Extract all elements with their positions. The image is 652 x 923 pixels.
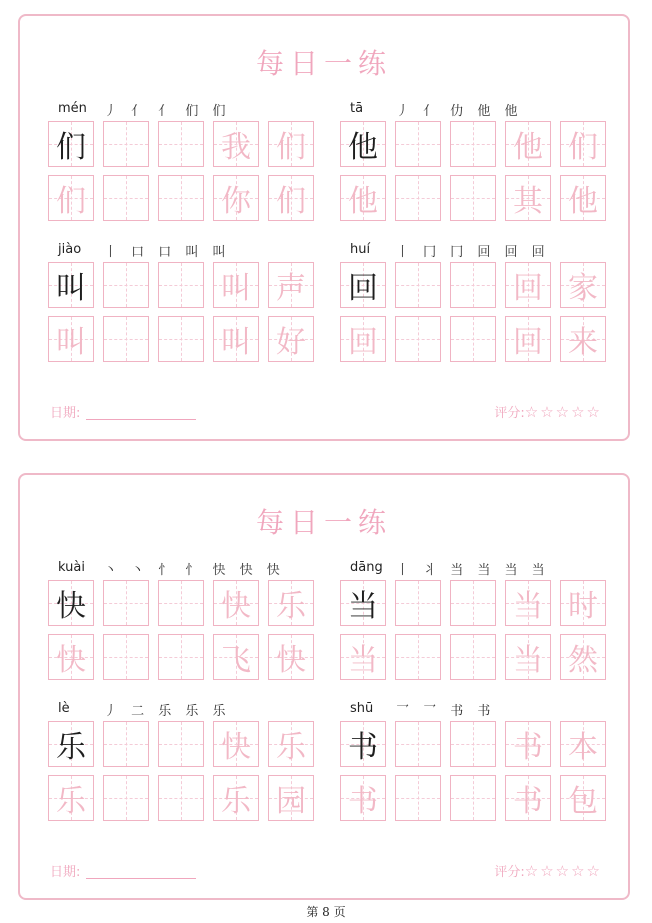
trace-character (451, 263, 495, 307)
trace-character (159, 722, 203, 766)
trace-character (104, 317, 148, 361)
tian-grid-cell[interactable] (450, 580, 496, 626)
character-entry (48, 560, 318, 680)
trace-character: 乐 (276, 730, 306, 765)
tian-grid-cell[interactable] (450, 316, 496, 362)
trace-character (396, 176, 440, 220)
tian-grid-cell[interactable] (268, 580, 314, 626)
trace-character: 他 (513, 130, 543, 165)
trace-character: 回 (348, 325, 378, 360)
tian-grid-cell[interactable] (395, 262, 441, 308)
tian-grid-cell[interactable] (560, 175, 606, 221)
trace-character (104, 122, 148, 166)
trace-character (104, 581, 148, 625)
tian-grid-cell[interactable] (450, 175, 496, 221)
score-field (494, 402, 602, 421)
tian-grid-cell[interactable] (213, 175, 259, 221)
trace-character (451, 317, 495, 361)
date-field (50, 861, 196, 880)
tian-grid-cell[interactable] (505, 262, 551, 308)
tian-grid-cell[interactable] (340, 775, 386, 821)
trace-character: 园 (276, 784, 306, 819)
trace-character (396, 263, 440, 307)
trace-character: 我 (221, 130, 251, 165)
tian-grid-cell[interactable] (340, 121, 386, 167)
model-character: 书 (348, 730, 378, 765)
trace-character: 回 (513, 325, 543, 360)
tian-grid-cell[interactable] (103, 262, 149, 308)
tian-grid-cell[interactable] (560, 580, 606, 626)
score-field (494, 861, 602, 880)
trace-character: 包 (568, 784, 598, 819)
tian-grid-cell[interactable] (48, 262, 94, 308)
date-label: 日期: (50, 406, 81, 421)
tian-grid-cell[interactable] (103, 721, 149, 767)
trace-character: 本 (568, 730, 598, 765)
trace-character: 乐 (276, 589, 306, 624)
tian-grid-cell[interactable] (340, 175, 386, 221)
tian-grid-cell[interactable] (395, 775, 441, 821)
tian-grid-cell[interactable] (450, 721, 496, 767)
tian-grid-cell[interactable] (450, 634, 496, 680)
stroke-order: 丿 亻 仂 他 他 (396, 104, 523, 119)
pinyin-label: shū (350, 701, 374, 716)
tian-grid-cell[interactable] (340, 262, 386, 308)
trace-character: 飞 (221, 643, 251, 678)
tian-grid-cell[interactable] (268, 634, 314, 680)
trace-character (451, 635, 495, 679)
trace-character (451, 122, 495, 166)
tian-grid-cell[interactable] (560, 721, 606, 767)
tian-grid-cell[interactable] (340, 634, 386, 680)
trace-character: 快 (276, 643, 306, 678)
trace-character: 他 (568, 184, 598, 219)
tian-grid-cell[interactable] (505, 634, 551, 680)
trace-character: 然 (568, 643, 598, 678)
trace-character (451, 722, 495, 766)
trace-character: 们 (568, 130, 598, 165)
pinyin-label: lè (58, 701, 70, 716)
tian-grid-cell[interactable] (505, 721, 551, 767)
star-rating-icon[interactable]: ☆☆☆☆☆ (524, 862, 602, 880)
tian-grid-cell[interactable] (158, 721, 204, 767)
tian-grid-cell[interactable] (158, 316, 204, 362)
tian-grid-cell[interactable] (103, 580, 149, 626)
pinyin-label: mén (58, 101, 87, 116)
trace-character: 当 (513, 643, 543, 678)
trace-character: 好 (276, 325, 306, 360)
date-field (50, 402, 196, 421)
tian-grid-cell[interactable] (395, 580, 441, 626)
trace-character: 家 (568, 271, 598, 306)
trace-character (159, 263, 203, 307)
tian-grid-cell[interactable] (505, 580, 551, 626)
pinyin-label: kuài (58, 560, 85, 575)
character-entry (340, 242, 610, 362)
model-character: 回 (348, 271, 378, 306)
character-entry (340, 101, 610, 221)
trace-character: 乐 (56, 784, 86, 819)
tian-grid-cell[interactable] (505, 775, 551, 821)
tian-grid-cell[interactable] (505, 175, 551, 221)
trace-character (159, 581, 203, 625)
score-label: 评分: (494, 406, 525, 421)
trace-character (104, 176, 148, 220)
date-input-line[interactable] (86, 419, 196, 420)
trace-character: 当 (348, 643, 378, 678)
trace-character (104, 722, 148, 766)
character-entry (48, 701, 318, 821)
tian-grid-cell[interactable] (103, 175, 149, 221)
tian-grid-cell[interactable] (213, 580, 259, 626)
tian-grid-cell[interactable] (560, 262, 606, 308)
trace-character: 叫 (221, 325, 251, 360)
trace-character (396, 776, 440, 820)
trace-character (396, 581, 440, 625)
trace-character: 书 (348, 784, 378, 819)
tian-grid-cell[interactable] (268, 175, 314, 221)
tian-grid-cell[interactable] (158, 775, 204, 821)
tian-grid-cell[interactable] (103, 634, 149, 680)
trace-character: 其 (513, 184, 543, 219)
tian-grid-cell[interactable] (158, 634, 204, 680)
trace-character: 们 (276, 130, 306, 165)
tian-grid-cell[interactable] (268, 316, 314, 362)
tian-grid-cell[interactable] (213, 316, 259, 362)
trace-character (104, 776, 148, 820)
stroke-order: 丶 丶 忄 忄 快 快 快 (104, 563, 285, 578)
character-entry (340, 701, 610, 821)
card-title: 每日一练 (255, 506, 392, 539)
trace-character: 们 (276, 184, 306, 219)
score-label: 评分: (494, 865, 525, 880)
tian-grid-cell[interactable] (158, 262, 204, 308)
character-entry (340, 560, 610, 680)
trace-character: 们 (56, 184, 86, 219)
trace-character (396, 122, 440, 166)
tian-grid-cell[interactable] (213, 634, 259, 680)
trace-character (396, 317, 440, 361)
tian-grid-cell[interactable] (48, 721, 94, 767)
tian-grid-cell[interactable] (505, 121, 551, 167)
trace-character: 来 (568, 325, 598, 360)
tian-grid-cell[interactable] (340, 316, 386, 362)
trace-character (104, 263, 148, 307)
stroke-order: 丿 亻 亻 们 们 (104, 104, 231, 119)
trace-character: 时 (568, 589, 598, 624)
tian-grid-cell[interactable] (560, 121, 606, 167)
tian-grid-cell[interactable] (158, 121, 204, 167)
stroke-order: 丨 口 口 叫 叫 (104, 245, 231, 260)
pinyin-label: dāng (350, 560, 383, 575)
trace-character (159, 776, 203, 820)
tian-grid-cell[interactable] (103, 316, 149, 362)
trace-character (159, 122, 203, 166)
tian-grid-cell[interactable] (395, 721, 441, 767)
tian-grid-cell[interactable] (268, 721, 314, 767)
trace-character: 你 (221, 184, 251, 219)
tian-grid-cell[interactable] (560, 316, 606, 362)
trace-character: 叫 (56, 325, 86, 360)
practice-card (18, 14, 630, 441)
stroke-order: 丨 冂 冂 回 回 回 (396, 245, 550, 260)
trace-character (396, 635, 440, 679)
model-character: 快 (56, 589, 86, 624)
tian-grid-cell[interactable] (450, 262, 496, 308)
trace-character (451, 176, 495, 220)
tian-grid-cell[interactable] (213, 775, 259, 821)
tian-grid-cell[interactable] (213, 262, 259, 308)
model-character: 当 (348, 589, 378, 624)
date-label: 日期: (50, 865, 81, 880)
pinyin-label: jiào (58, 242, 82, 257)
trace-character (159, 317, 203, 361)
stroke-order: 丿 二 乐 乐 乐 (104, 704, 231, 719)
trace-character: 快 (221, 730, 251, 765)
tian-grid-cell[interactable] (158, 175, 204, 221)
tian-grid-cell[interactable] (103, 775, 149, 821)
tian-grid-cell[interactable] (395, 316, 441, 362)
tian-grid-cell[interactable] (450, 775, 496, 821)
page-number: 第 8 页 (306, 905, 346, 919)
date-input-line[interactable] (86, 878, 196, 879)
tian-grid-cell[interactable] (213, 121, 259, 167)
trace-character: 书 (513, 784, 543, 819)
trace-character (159, 176, 203, 220)
tian-grid-cell[interactable] (340, 580, 386, 626)
tian-grid-cell[interactable] (560, 775, 606, 821)
character-entry (48, 242, 318, 362)
trace-character (159, 635, 203, 679)
tian-grid-cell[interactable] (268, 121, 314, 167)
pinyin-label: huí (350, 242, 371, 257)
trace-character (104, 635, 148, 679)
trace-character (451, 581, 495, 625)
tian-grid-cell[interactable] (213, 721, 259, 767)
star-rating-icon[interactable]: ☆☆☆☆☆ (524, 403, 602, 421)
trace-character (396, 722, 440, 766)
model-character: 乐 (56, 730, 86, 765)
tian-grid-cell[interactable] (560, 634, 606, 680)
tian-grid-cell[interactable] (340, 721, 386, 767)
trace-character: 回 (513, 271, 543, 306)
tian-grid-cell[interactable] (395, 634, 441, 680)
tian-grid-cell[interactable] (505, 316, 551, 362)
stroke-order: 丨 丬 当 当 当 当 (396, 563, 550, 578)
model-character: 叫 (56, 271, 86, 306)
practice-card (18, 473, 630, 900)
tian-grid-cell[interactable] (268, 262, 314, 308)
tian-grid-cell[interactable] (48, 634, 94, 680)
model-character: 他 (348, 130, 378, 165)
tian-grid-cell[interactable] (48, 775, 94, 821)
pinyin-label: tā (350, 101, 364, 116)
trace-character: 快 (221, 589, 251, 624)
tian-grid-cell[interactable] (395, 175, 441, 221)
tian-grid-cell[interactable] (450, 121, 496, 167)
character-entry (48, 101, 318, 221)
tian-grid-cell[interactable] (48, 121, 94, 167)
tian-grid-cell[interactable] (48, 175, 94, 221)
stroke-order: 乛 乛 书 书 (396, 704, 496, 719)
tian-grid-cell[interactable] (48, 580, 94, 626)
tian-grid-cell[interactable] (268, 775, 314, 821)
trace-character: 声 (276, 271, 306, 306)
trace-character: 当 (513, 589, 543, 624)
tian-grid-cell[interactable] (48, 316, 94, 362)
trace-character: 叫 (221, 271, 251, 306)
tian-grid-cell[interactable] (158, 580, 204, 626)
trace-character (451, 776, 495, 820)
trace-character: 乐 (221, 784, 251, 819)
trace-character: 快 (56, 643, 86, 678)
tian-grid-cell[interactable] (103, 121, 149, 167)
trace-character: 他 (348, 184, 378, 219)
tian-grid-cell[interactable] (395, 121, 441, 167)
card-title: 每日一练 (255, 47, 392, 80)
model-character: 们 (56, 130, 86, 165)
trace-character: 书 (513, 730, 543, 765)
